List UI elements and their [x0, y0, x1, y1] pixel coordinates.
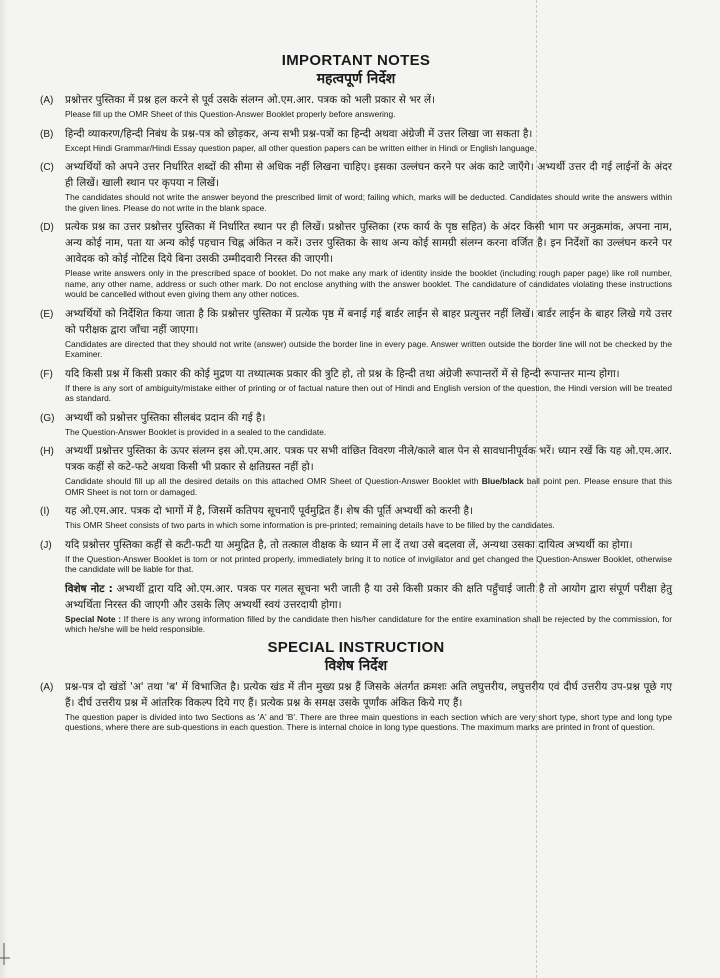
note-text-english: This OMR Sheet consists of two parts in which some information is pre-printed; remaining details have to be filled by the candidates. [65, 520, 555, 530]
note-text-hindi: अभ्यर्थियों को अपने उत्तर निर्धारित शब्दों की सीमा से अधिक नहीं लिखना चाहिए। इसका उल्लंघन करने पर अंक काटे जाएँगे। अभ्यर्थी उत्तर दी गई लाईनों के अंदर ही लिखें। खाली स्थान पर कृपया न लिखें। [65, 161, 672, 189]
section-title-hindi: विशेष निर्देश [324, 657, 388, 674]
note-i [40, 503, 672, 531]
note-label: (B) [40, 128, 54, 140]
note-text-english: Candidates are directed that they should not write (answer) outside the border line in every page. Answer written outside the border line will not be checked by the Examiner. [65, 338, 672, 359]
instruction-text-hindi: प्रश्न-पत्र दो खंडों 'अ' तथा 'ब' में विभाजित है। प्रत्येक खंड में तीन मुख्य प्रश्न हैं जिसके अंतर्गत क्रमशः अति लघुत्तरीय, लघुत्तरीय एवं दीर्घ उत्तरीय उप-प्रश्न पूछे गए हैं। दीर्घ उत्तरीय प्रश्न में आंतरिक विकल्प दिये गए हैं। प्रत्येक प्रश्न के समक्ष उसके पूर्णांक अंकित किये गए हैं। [65, 680, 672, 709]
note-text-hindi: अभ्यर्थी को प्रश्नोत्तर पुस्तिका सीलबंद प्रदान की गई है। [65, 411, 266, 424]
page-title: IMPORTANT NOTES [281, 52, 431, 69]
note-label: (I) [40, 506, 50, 517]
note-text-hindi: प्रत्येक प्रश्न का उत्तर प्रश्नोत्तर पुस्तिका में निर्धारित स्थान पर ही लिखें। प्रश्नोत्तर पुस्तिका (रफ कार्य के पृष्ठ सहित) के अंदर किसी भाग पर अनुक्रमांक, अपना नाम, अन्य कोई नाम, पता या अन्य कोई पहचान चिह्न अंकित न करें। उत्तर पुस्तिका के साथ अन्य कोई सामग्री संलग्न करना वर्जित है। इन निर्देशों का उल्लंघन करने पर आवेदक को कोई नोटिस दिये बिना उसकी उम्मीदवारी निरस्त की जाएगी। [65, 221, 672, 265]
crop-mark-icon [0, 943, 10, 965]
special-note-english-text: If there is any wrong information filled by the candidate then his/her candidature for the entire examination shall be rejected by the commission, for which he/she will be held responsible. [65, 613, 672, 634]
special-note-hindi-text: अभ्यर्थी द्वारा यदि ओ.एम.आर. पत्रक पर गलत सूचना भरी जाती है या उसे किसी प्रकार की क्षति पहुँचाई जाती है तो आयोग द्वारा संपूर्ण परीक्षा हेतु अभ्यर्थिता निरस्त की जाएगी और उसके लिए अभ्यर्थी स्वयं उत्तरदायी होगा। [65, 582, 673, 611]
note-text-english: If there is any sort of ambiguity/mistake either of printing or of factual nature then out of Hindi and English version of the question, the Hindi version will be treated as standard. [65, 382, 672, 403]
note-text-hindi: अभ्यर्थियों को निर्देशित किया जाता है कि प्रश्नोत्तर पुस्तिका में प्रत्येक पृष्ठ में बनाई गई बार्डर लाईन से बाहर प्रत्युत्तर नहीं लिखें। बार्डर लाईन के बाहर लिखे गये उत्तर को परीक्षक द्वारा जाँचा नहीं जाएगा। [65, 307, 672, 336]
note-text-english [65, 476, 672, 497]
note-text-hindi: यदि किसी प्रश्न में किसी प्रकार की कोई मुद्रण या तथ्यात्मक प्रकार की त्रुटि हो, तो प्रश्न के हिन्दी तथा अंग्रेजी रूपान्तरों में से हिन्दी रूपान्तर मान्य होगा। [65, 367, 620, 380]
special-note-hindi [65, 581, 672, 613]
note-label: (H) [40, 446, 54, 457]
note-label: (G) [40, 412, 55, 424]
note-text-english-bold: Blue/black [481, 476, 524, 486]
note-c [40, 159, 672, 213]
note-text-hindi: अभ्यर्थी प्रश्नोत्तर पुस्तिका के ऊपर संलग्न इस ओ.एम.आर. पत्रक पर सभी वांछित विवरण नीले/काले बाल पेन से सावधानीपूर्वक भरें। ध्यान रखें कि यह ओ.एम.आर. पत्रक कहीं से कटे-फटे अथवा किसी भी प्रकार से क्षतिग्रस्त नहीं हो। [65, 445, 672, 473]
note-j [40, 537, 672, 575]
note-label: (F) [40, 368, 53, 380]
scan-edge [0, 0, 8, 978]
note-text-english: Please fill up the OMR Sheet of this Question-Answer Booklet properly before answering. [65, 109, 396, 119]
instruction-a [40, 679, 672, 733]
special-note-english [65, 614, 672, 635]
note-text-hindi: यदि प्रश्नोत्तर पुस्तिका कहीं से कटी-फटी या अमुद्रित है, तो तत्काल वीक्षक के ध्यान में ला दें तथा उसे बदलवा लें, अन्यथा उसका दायित्व अभ्यर्थी का होगा। [65, 538, 633, 551]
note-f [40, 366, 672, 404]
note-e [40, 306, 672, 360]
special-note-english-label: Special Note : [65, 613, 122, 624]
section-title: SPECIAL INSTRUCTION [267, 638, 445, 656]
header [40, 52, 672, 88]
note-text-english: Please write answers only in the prescribed space of booklet. Do not make any mark of identity inside the booklet (including rough paper page) like roll number, name, any other name, address or such other mark. Do not enclose anything with the answer booklet. The candidature of candidates violating these instructions would be cancelled without even giving them any other notices. [65, 268, 672, 299]
note-text-english-part: ball point pen. Please ensure that this OMR Sheet is not torn or damaged. [65, 476, 672, 497]
note-label: (J) [40, 539, 52, 551]
note-text-english: If the Question-Answer Booklet is torn or not printed properly, immediately bring it to notice of invigilator and get changed the Question-Answer Booklet, otherwise the candidate will be liable for that. [65, 553, 672, 574]
note-a [40, 92, 672, 120]
special-note [65, 581, 672, 635]
note-label: (A) [40, 95, 54, 106]
note-text-english-part: Candidate should fill up all the desired details on this attached OMR Sheet of Question-Answer Booklet with [65, 476, 482, 486]
note-b [40, 126, 672, 154]
note-text-hindi: हिन्दी व्याकरण/हिन्दी निबंध के प्रश्न-पत्र को छोड़कर, अन्य सभी प्रश्न-पत्रों का हिन्दी अथवा अंग्रेजी में उत्तर लिखा जा सकता है। [65, 127, 533, 140]
note-text-hindi: यह ओ.एम.आर. पत्रक दो भागों में है, जिसमें कतिपय सूचनाएँ पूर्वमुद्रित हैं। शेष की पूर्ति अभ्यर्थी को करनी है। [65, 505, 473, 517]
note-text-english: The candidates should not write the answer beyond the prescribed limit of word; failing which, marks will be deducted. Candidates should write the answers within the given lines. Please do not write in the blank space. [65, 192, 672, 213]
note-label: (C) [40, 162, 54, 173]
page-title-hindi: महत्वपूर्ण निर्देश [316, 71, 396, 87]
instruction-text-english: The question paper is divided into two Sections as 'A' and 'B'. There are three main questions in each section which are very short type, short type and long type questions, where there are sub-questions in each question. There is internal choice in long type questions. The maximum marks are printed in front of question. [65, 711, 672, 732]
note-g [40, 410, 672, 438]
special-instruction-header [40, 639, 672, 675]
special-note-hindi-label: विशेष नोट : [65, 582, 113, 595]
note-h [40, 443, 672, 497]
note-text-hindi: प्रश्नोत्तर पुस्तिका में प्रश्न हल करने से पूर्व उसके संलग्न ओ.एम.आर. पत्रक को भली प्रकार से भर लें। [65, 94, 436, 106]
note-label: (E) [40, 308, 54, 320]
note-label: (D) [40, 222, 54, 233]
note-text-english: The Question-Answer Booklet is provided in a sealed to the candidate. [65, 426, 327, 437]
document-page [40, 52, 672, 739]
note-text-english: Except Hindi Grammar/Hindi Essay question paper, all other question papers can be written either in Hindi or English language. [65, 142, 537, 153]
instruction-label: (A) [40, 681, 54, 693]
note-d [40, 219, 672, 300]
